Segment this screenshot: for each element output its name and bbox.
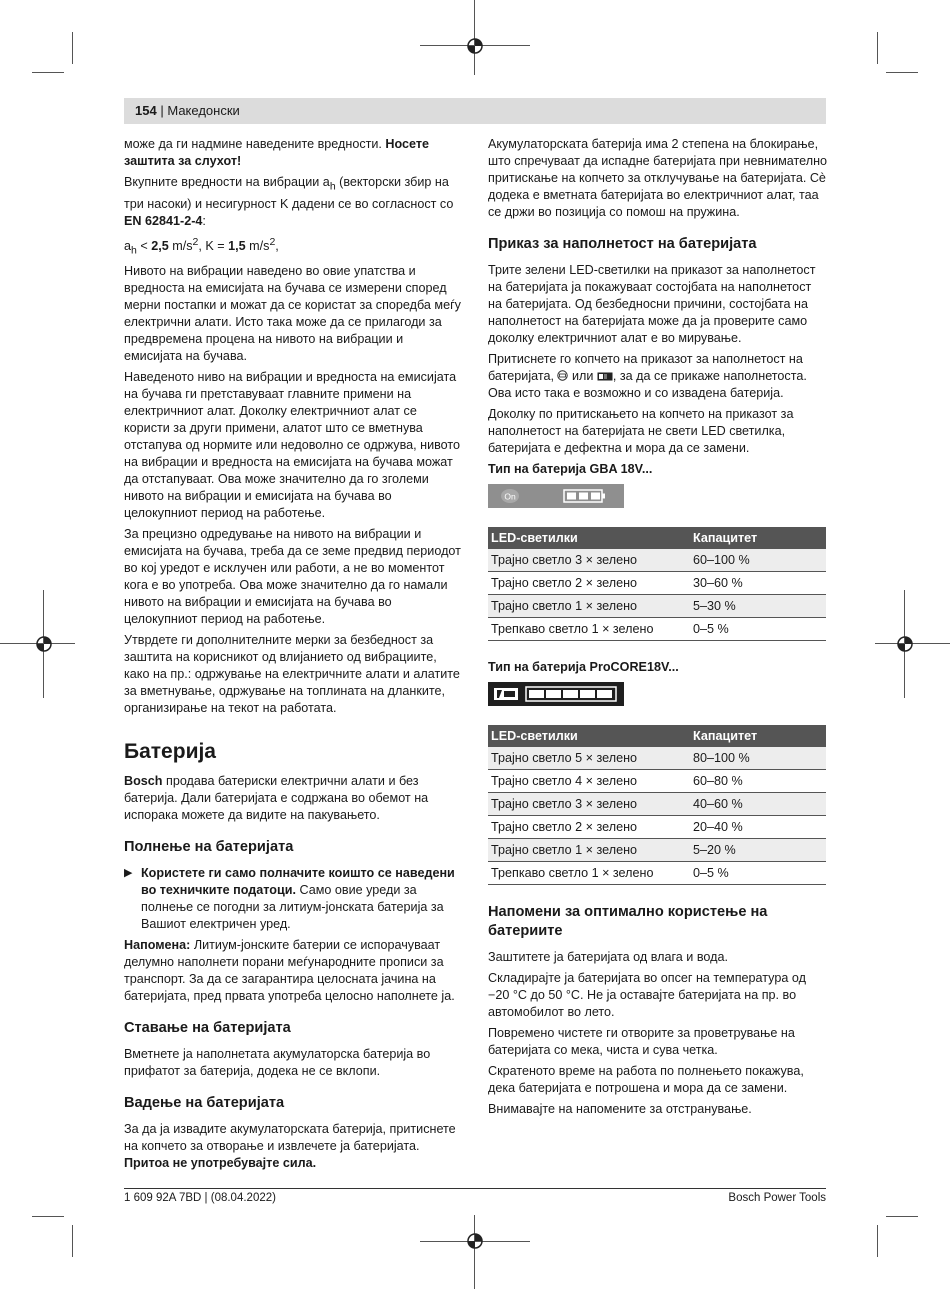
vibration-values: [124, 234, 464, 260]
registration-mark-icon: [466, 37, 484, 55]
section-heading-charging: Полнење на батеријата: [124, 839, 294, 856]
table-cell: Трајно светло 1 × зелено: [488, 595, 690, 618]
crop-mark: [877, 32, 878, 64]
unit: m/s: [168, 238, 193, 253]
superscript: 2: [192, 235, 199, 248]
table-row: [488, 770, 826, 793]
crop-mark: [72, 32, 73, 64]
section-heading-remove: Вадење на батеријата: [124, 1095, 285, 1112]
table-row: [488, 572, 826, 595]
table-header-capacity: Капацитет: [690, 527, 826, 549]
subscript: h: [131, 244, 137, 257]
table-cell: Трајно светло 2 × зелено: [488, 816, 690, 839]
text: Литиум-јонските батерии се испорачуваат делумно наполнети порани меѓународните прописи за транспорт. За да се загарантира целосната јачина на батеријата, пред првата употреба целосно наполнете ја.: [124, 938, 455, 1004]
table-cell: Трајно светло 3 × зелено: [488, 793, 690, 816]
table-header-capacity: Капацитет: [690, 725, 826, 747]
brand-text: Bosch: [124, 774, 163, 789]
paragraph: [124, 136, 464, 170]
right-column: [488, 136, 828, 1122]
paragraph: Утврдете ги дополнителните мерки за безбедност за заштита на корисникот од влијанието од вибрациите, како на пр.: одржување на електричните алати и алатите за вметнување, одржување на топлината на дланките, организирање на текот на работата.: [124, 633, 460, 716]
paragraph: Повремено чистете ги отворите за проветрување на батеријата со мека, чиста и сува четка.: [488, 1026, 795, 1057]
page-number: 154: [135, 103, 157, 118]
table-cell: 60–80 %: [690, 770, 826, 793]
section-heading-insert: Ставање на батеријата: [124, 1020, 291, 1037]
paragraph: Доколку по притискањето на копчето на приказот за наполнетост на батеријата не свети LED светилка, батеријата е дефектна и мора да се замени.: [488, 407, 794, 455]
bold-text: Носете заштита за слухот!: [124, 137, 430, 168]
page-header: [124, 98, 826, 124]
paragraph: Трите зелени LED-светилки на приказот за наполнетост на батеријата ја покажуваат состојбата на наполнетост на батеријата. Од безбедносни причини, состојбата на наполнетост на батеријата може да ја проверите само доколку електричниот алат е во мирување.: [488, 263, 816, 345]
paragraph: [488, 351, 828, 402]
text: a: [124, 238, 132, 253]
paragraph: Внимавајте на напомените за отстранување.: [488, 1102, 752, 1116]
table-row: [488, 862, 826, 885]
table-cell: 5–30 %: [690, 595, 826, 618]
table-header-leds: LED-светилки: [488, 527, 690, 549]
table-cell: Трајно светло 3 × зелено: [488, 549, 690, 572]
table-cell: 0–5 %: [690, 618, 826, 641]
table-cell: 20–40 %: [690, 816, 826, 839]
text: продава батериски електрични алати и без батерија. Дали батеријата е содржана во обемот на испорака можете да видите на пакувањето.: [124, 774, 429, 823]
text: :: [202, 213, 206, 228]
table-cell: 0–5 %: [690, 862, 826, 885]
crop-mark: [877, 1225, 878, 1257]
value: 2,5: [151, 238, 169, 253]
led-capacity-table-procore: [488, 725, 826, 885]
paragraph: [124, 174, 464, 230]
table-cell: Трајно светло 2 × зелено: [488, 572, 690, 595]
left-column: [124, 136, 464, 1176]
table-cell: 80–100 %: [690, 747, 826, 770]
unit: m/s: [245, 238, 270, 253]
subscript: h: [329, 180, 336, 193]
text: , K =: [198, 238, 229, 253]
paragraph: Акумулаторската батерија има 2 степена на блокирање, што спречуваат да испадне батеријата при невнимателно притискање на копчето за отклучување на батеријата. Сè додека е вметната батеријата во електричниот алат, таа се држи во позиција со помош на пружина.: [488, 137, 828, 219]
value: 1,5: [228, 238, 246, 253]
battery-type-heading: Тип на батерија ProCORE18V...: [488, 660, 679, 674]
paragraph: Вметнете ја наполнетата акумулаторска батерија во прифатот за батерија, додека не се вклопи.: [124, 1047, 431, 1079]
note-label: Напомена:: [124, 938, 191, 953]
table-cell: 30–60 %: [690, 572, 826, 595]
led-capacity-table-gba: [488, 527, 826, 641]
crop-mark: [32, 1216, 64, 1217]
registration-mark-icon: [466, 1232, 484, 1250]
section-heading-indicator: Приказ за наполнетост на батеријата: [488, 236, 757, 252]
superscript: 2: [269, 235, 276, 248]
table-cell: Трајно светло 5 × зелено: [488, 747, 690, 770]
table-row: [488, 747, 826, 770]
bold-text: Притоа не употребувајте сила.: [124, 1156, 317, 1171]
table-row: [488, 549, 826, 572]
table-header-leds: LED-светилки: [488, 725, 690, 747]
crop-mark: [32, 72, 64, 73]
text: може да ги надмине наведените вредности.: [124, 137, 386, 151]
crop-mark: [886, 72, 918, 73]
bold-text: Користете ги само полначите коишто се наведени во техничките податоци.: [141, 866, 455, 898]
paragraph: Скратеното време на работа по полнењето покажува, дека батеријата е потрошена и мора да се замени.: [488, 1064, 804, 1095]
text: Вкупните вредности на вибрации a: [124, 175, 330, 189]
text: Само овие уреди за полнење се погодни за литиум-јонската батерија за Вашиот електричен уред.: [141, 883, 444, 932]
text: или: [568, 369, 597, 383]
page-footer: [124, 1188, 826, 1204]
on-button-label: On: [504, 491, 516, 502]
text: ,: [275, 238, 279, 253]
registration-mark-icon: [35, 635, 53, 653]
table-cell: Трајно светло 1 × зелено: [488, 839, 690, 862]
text: <: [136, 238, 152, 253]
table-row: [488, 595, 826, 618]
paragraph: [124, 1121, 464, 1172]
table-cell: 60–100 %: [690, 549, 826, 572]
table-row: [488, 816, 826, 839]
table-row: [488, 839, 826, 862]
procore-charge-indicator: [488, 682, 828, 711]
crop-mark: [886, 1216, 918, 1217]
paragraph: Нивото на вибрации наведено во овие упатства и вредноста на емисијата на бучава се измерени според мерни постапки и можат да се користат за споредба меѓу електрични алати. Исто така може да се прилагоди за предвремена процена на нивото на вибрации и емисијата на бучава.: [124, 264, 461, 364]
bullet-item: [124, 865, 464, 933]
header-language: Македонски: [167, 103, 240, 118]
paragraph: Заштитете ја батеријата од влага и вода.: [488, 950, 728, 964]
crop-mark: [474, 1215, 475, 1289]
battery-type-heading: Тип на батерија GBA 18V...: [488, 462, 653, 476]
text: Притиснете го копчето на приказот за наполнетост на батеријата,: [488, 352, 803, 383]
publisher-name: Bosch Power Tools: [728, 1192, 826, 1204]
table-cell: Трепкаво светло 1 × зелено: [488, 618, 690, 641]
table-row: [488, 793, 826, 816]
note-paragraph: [124, 937, 464, 1005]
battery-level-icon: [597, 372, 613, 381]
standard-code: EN 62841-2-4: [124, 213, 203, 228]
crop-mark: [72, 1225, 73, 1257]
paragraph: Складирајте ја батеријата во опсег на температура од −20 °C до 50 °C. Не ја оставајте батеријата на пр. во автомобилот во лето.: [488, 971, 806, 1019]
table-cell: 5–20 %: [690, 839, 826, 862]
text: , за да се прикаже наполнетоста. Ова исто така е возможно и со извадена батерија.: [488, 369, 807, 400]
text: За да ја извадите акумулаторската батерија, притиснете на копчето за отворање и извлечете ја батеријата.: [124, 1122, 456, 1154]
document-number: 1 609 92A 7BD | (08.04.2022): [124, 1192, 276, 1204]
paragraph: Наведеното ниво на вибрации и вредноста на емисијата на бучава ги претставуваат главните примени на електричниот алат. Доколку електричниот алат се користи за други примени, алатот што се вметнува отстапува од нормите или недоволно се одржува, нивото на вибрации и вредноста на емисијата на бучава можат да отстапуваат. Ова може значително да го зголеми нивото на вибрации и емисијата на бучава во целокупниот период на работење.: [124, 370, 461, 521]
charge-button-icon: [557, 370, 568, 381]
section-heading-battery: Батерија: [124, 740, 216, 764]
header-separator: |: [160, 103, 164, 118]
section-heading-notes: Напомени за оптимално користење на батериите: [488, 904, 768, 939]
text: (векторски збир на три насоки) и несигурност K дадени се во согласност со: [124, 175, 454, 211]
table-cell: Трепкаво светло 1 × зелено: [488, 862, 690, 885]
table-cell: 40–60 %: [690, 793, 826, 816]
paragraph: За прецизно одредување на нивото на вибрации и емисијата на бучава, треба да се земе предвид периодот во кој уредот е исклучен или работи, а не во моментот кога е во употреба. Ова може значително да го намали нивото на вибрации и емисијата на бучава во целокупниот период на работење.: [124, 527, 461, 627]
registration-mark-icon: [896, 635, 914, 653]
gba-charge-indicator: [488, 484, 828, 513]
table-row: [488, 618, 826, 641]
table-cell: Трајно светло 4 × зелено: [488, 770, 690, 793]
bullet-arrow-icon: ▶: [124, 867, 133, 880]
paragraph: [124, 773, 464, 824]
